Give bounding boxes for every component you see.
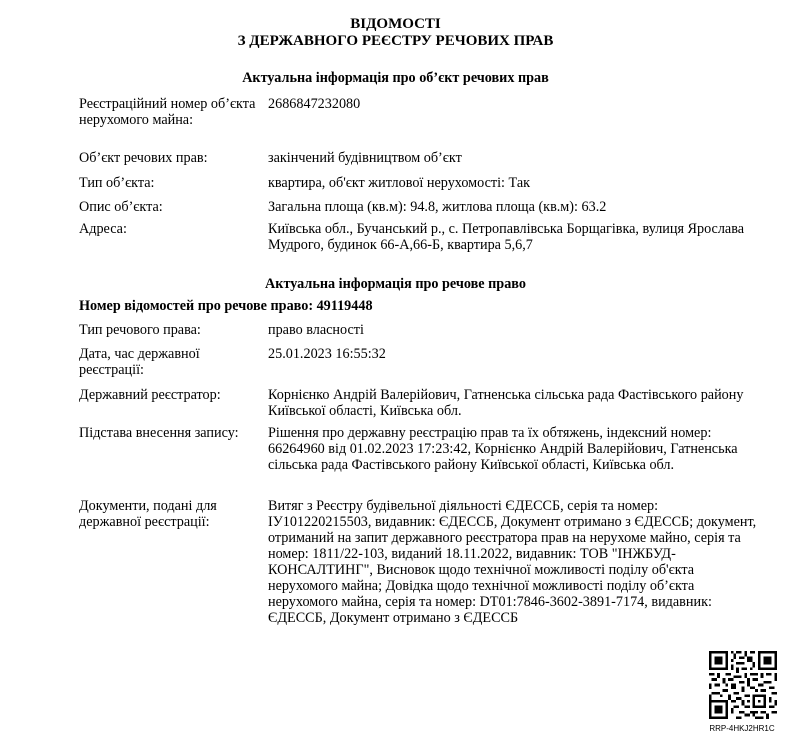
row-label-right-type: Тип речового права: bbox=[79, 322, 201, 338]
row-value-reg-number: 2686847232080 bbox=[268, 96, 361, 112]
document-title-line1: ВІДОМОСТІ bbox=[350, 16, 441, 32]
right-record-number: Номер відомостей про речове право: 49119448 bbox=[79, 298, 373, 314]
row-value-object: закінчений будівництвом об’єкт bbox=[268, 150, 462, 166]
row-label-reg-date: Дата, час державної реєстрації: bbox=[79, 346, 200, 378]
row-label-object: Об’єкт речових прав: bbox=[79, 150, 208, 166]
object-section-heading: Актуальна інформація про об’єкт речових прав bbox=[242, 70, 549, 86]
document-title-line2: З ДЕРЖАВНОГО РЕЄСТРУ РЕЧОВИХ ПРАВ bbox=[237, 33, 554, 49]
row-value-right-type: право власності bbox=[268, 322, 364, 338]
row-value-reg-date: 25.01.2023 16:55:32 bbox=[268, 346, 386, 362]
row-label-type: Тип об’єкта: bbox=[79, 175, 155, 191]
row-value-description: Загальна площа (кв.м): 94.8, житлова площа (кв.м): 63.2 bbox=[268, 199, 607, 215]
qr-code-icon bbox=[709, 651, 777, 719]
qr-code-label: RRP-4HKJ2HR1C bbox=[709, 724, 775, 733]
row-label-registrar: Державний реєстратор: bbox=[79, 387, 221, 403]
row-value-basis: Рішення про державну реєстрацію прав та їх обтяжень, індексний номер: 66264960 від 01.02.2023 17:23:42, Корнієнко Андрій Валерійович, Гатненська сільська рада Фастівського району Київської області, Київська обл. bbox=[268, 425, 738, 473]
row-label-description: Опис об’єкта: bbox=[79, 199, 163, 215]
row-value-registrar: Корнієнко Андрій Валерійович, Гатненська сільська рада Фастівського району Київської області, Київська обл. bbox=[268, 387, 744, 419]
row-label-basis: Підстава внесення запису: bbox=[79, 425, 239, 441]
row-label-reg-number: Реєстраційний номер об’єкта нерухомого майна: bbox=[79, 96, 256, 128]
row-label-address: Адреса: bbox=[79, 221, 127, 237]
row-value-address: Київська обл., Бучанський р., с. Петропавлівська Борщагівка, вулиця Ярослава Мудрого, будинок 66-А,66-Б, квартира 5,6,7 bbox=[268, 221, 745, 253]
row-label-documents: Документи, подані для державної реєстрації: bbox=[79, 498, 217, 530]
right-section-heading: Актуальна інформація про речове право bbox=[265, 276, 526, 292]
row-value-type: квартира, об'єкт житлової нерухомості: Так bbox=[268, 175, 531, 191]
row-value-documents: Витяг з Реєстру будівельної діяльності ЄДЕССБ, серія та номер: ІУ101220215503, видавник: ЄДЕССБ, Документ отримано з ЄДЕССБ; документ, отриманий на запит державного реєстратора прав на нерухоме майно, серія та номер: 1811/22-103, виданий 18.11.2022, видавник: ТОВ "ІНЖБУД-КОНСАЛТИНГ", Висновок щодо технічної можливості поділу об'єкта нерухомого майна; Довідка щодо технічної можливості поділу об’єкта нерухомого майна, серія та номер: DT01:7846-3602-3891-7174, видавник: ЄДЕССБ, Документ отримано з ЄДЕССБ bbox=[268, 498, 757, 626]
